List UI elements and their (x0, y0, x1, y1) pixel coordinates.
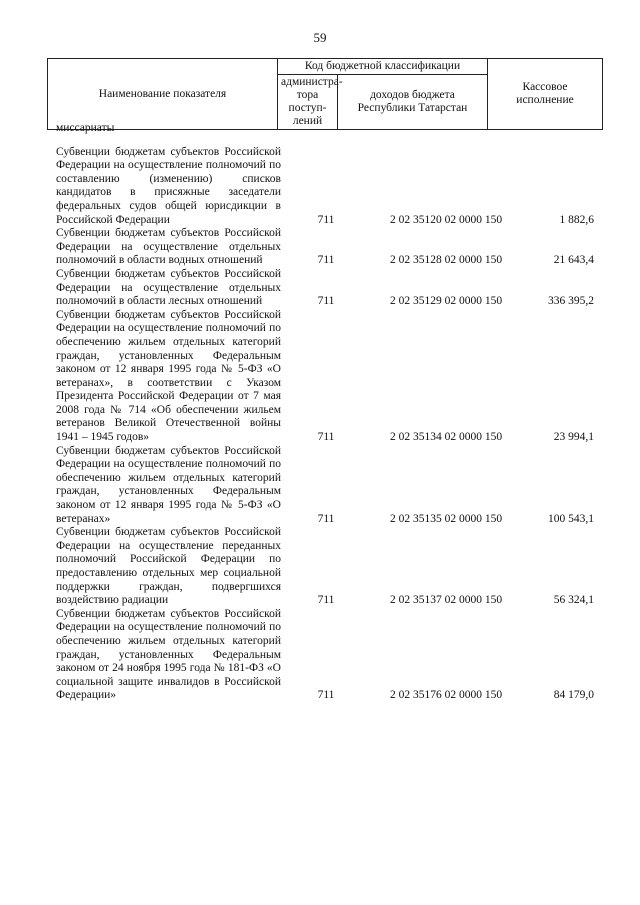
administrator-code-cell: 711 (317, 689, 335, 702)
indicator-name-cell: Субвенции бюджетам субъектов Российской Федерации на осуществление полномочий по обеспечению жильем отдельных категорий граждан, установленных Федеральным законом от 24 ноября 1995 года № 181-ФЗ «О социальной защите инвалидов в Российской Федерации» (56, 607, 281, 702)
header-cash-execution: Кассовое исполнение (488, 59, 603, 130)
budget-income-code-cell: 2 02 35135 02 0000 150 (389, 512, 503, 525)
indicator-name-cell: Субвенции бюджетам субъектов Российской Федерации на осуществление полномочий по обеспечению жильем отдельных категорий граждан, установленных Федеральным законом от 12 января 1995 года № 5-ФЗ «О ветеранах» (56, 444, 281, 525)
budget-income-code-cell: 2 02 35120 02 0000 150 (389, 213, 503, 226)
header-indicator-name: Наименование показателя (48, 59, 278, 130)
administrator-code-cell: 711 (317, 431, 335, 444)
table-row (56, 309, 602, 445)
table-body (56, 122, 602, 703)
header-budget-income: доходов бюджета Республики Татарстан (338, 75, 488, 130)
cash-execution-cell: 1 882,6 (559, 213, 594, 226)
indicator-name-cell: Субвенции бюджетам субъектов Российской Федерации на осуществление переданных полномочий Российской Федерации по предоставлению отдельных мер социальной поддержки граждан, подвергшихся воздействию радиации (56, 526, 281, 607)
table-row (56, 608, 602, 703)
cash-execution-cell: 336 395,2 (548, 295, 594, 308)
table-row (56, 526, 602, 608)
budget-income-code-cell: 2 02 35137 02 0000 150 (389, 594, 503, 607)
page-number: 59 (313, 30, 327, 45)
table-rows (56, 146, 602, 703)
cash-execution-cell: 84 179,0 (553, 689, 594, 702)
administrator-code-cell: 711 (317, 254, 335, 267)
indicator-name-cell: Субвенции бюджетам субъектов Российской Федерации на осуществление полномочий по обеспечению жильем отдельных категорий граждан, установленных Федеральным законом от 12 января 1995 года № 5-ФЗ «О ветеранах», в соответствии с Указом Президента Российской Федерации от 7 мая 2008 года № 714 «Об обеспечении жильем ветеранов Великой Отечественной войны 1941 – 1945 годов» (56, 308, 281, 444)
cash-execution-cell: 23 994,1 (553, 431, 594, 444)
cash-execution-cell: 100 543,1 (548, 512, 594, 525)
table-row (56, 146, 602, 228)
table-row (56, 268, 602, 309)
indicator-name-cell: Субвенции бюджетам субъектов Российской Федерации на осуществление отдельных полномочий в области водных отношений (56, 227, 281, 267)
header-budget-classification-code: Код бюджетной классификации (278, 59, 488, 75)
table-row (56, 445, 602, 527)
budget-income-code-cell: 2 02 35134 02 0000 150 (389, 431, 503, 444)
administrator-code-cell: 711 (317, 295, 335, 308)
budget-table-header (47, 58, 603, 130)
budget-income-code-cell: 2 02 35128 02 0000 150 (389, 254, 503, 267)
continuation-row (56, 122, 602, 136)
budget-income-code-cell: 2 02 35176 02 0000 150 (389, 689, 503, 702)
indicator-name-cell: Субвенции бюджетам субъектов Российской Федерации на осуществление полномочий по составлению (изменению) списков кандидатов в присяжные заседатели федеральных судов общей юрисдикции в Российской Федерации (56, 145, 281, 226)
continuation-text: миссариаты (56, 122, 115, 134)
administrator-code-cell: 711 (317, 512, 335, 525)
budget-income-code-cell: 2 02 35129 02 0000 150 (389, 295, 503, 308)
cash-execution-cell: 21 643,4 (553, 254, 594, 267)
administrator-code-cell: 711 (317, 213, 335, 226)
indicator-name-cell: Субвенции бюджетам субъектов Российской Федерации на осуществление отдельных полномочий в области лесных отношений (56, 267, 281, 308)
administrator-code-cell: 711 (317, 594, 335, 607)
cash-execution-cell: 56 324,1 (553, 594, 594, 607)
header-administrator: администра- тора поступ- лений (278, 75, 338, 130)
table-row (56, 227, 602, 268)
